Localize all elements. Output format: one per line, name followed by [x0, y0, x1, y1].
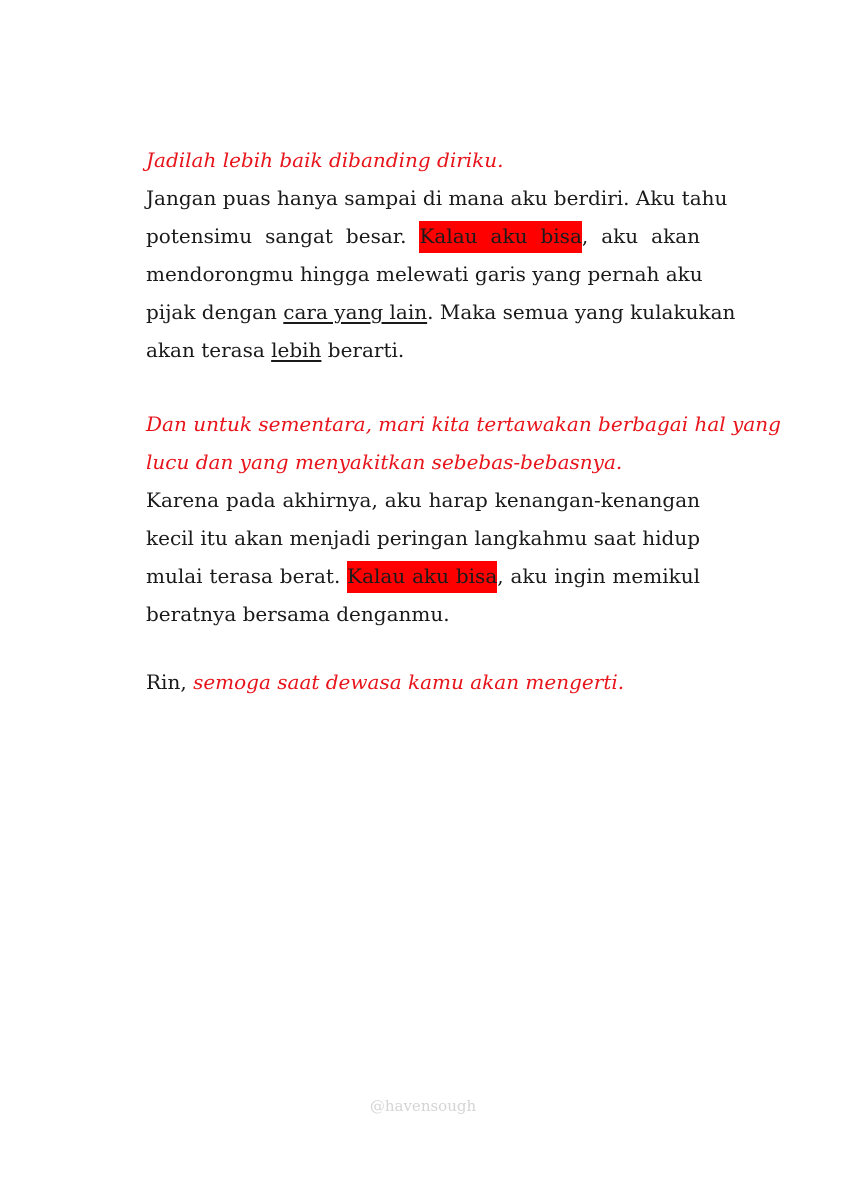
- text-segment: potensimu sangat besar.: [146, 224, 420, 248]
- text-segment: . Maka semua yang kulakukan: [427, 300, 736, 324]
- closing-name: Rin,: [146, 670, 194, 694]
- text-segment: pijak dengan: [146, 300, 284, 324]
- section1-line-5: [146, 331, 700, 369]
- closing-line: [146, 663, 700, 701]
- section2-line-2: kecil itu akan menjadi peringan langkahmu saat hidup: [146, 526, 700, 550]
- section2-heading-line-2: lucu dan yang menyakitkan sebebas-bebasnya.: [146, 450, 623, 474]
- section1-line-1: Jangan puas hanya sampai di mana aku berdiri. Aku tahu: [146, 186, 728, 210]
- watermark: @havensough: [369, 1097, 477, 1115]
- section1-line-4: [146, 293, 736, 331]
- section2-line-4: beratnya bersama denganmu.: [146, 602, 450, 626]
- text-segment: mulai terasa berat.: [146, 564, 348, 588]
- section2-line-1: Karena pada akhirnya, aku harap kenangan-kenangan: [146, 488, 700, 512]
- underlined-phrase: cara yang lain: [283, 300, 428, 324]
- text-segment: , aku ingin memikul: [497, 564, 700, 588]
- section2-line-3: [146, 557, 700, 595]
- highlighted-phrase: Kalau aku bisa: [347, 561, 497, 593]
- paragraph-gap: [146, 633, 700, 663]
- section1-heading: Jadilah lebih baik dibanding diriku.: [146, 148, 504, 172]
- text-segment: akan terasa: [146, 338, 272, 362]
- closing-text: semoga saat dewasa kamu akan mengerti.: [193, 670, 625, 694]
- section2-heading-line-1: Dan untuk sementara, mari kita tertawakan berbagai hal yang: [146, 412, 781, 436]
- section1-line-3: mendorongmu hingga melewati garis yang pernah aku: [146, 262, 703, 286]
- letter-body: [146, 141, 781, 701]
- section1-line-2: [146, 217, 700, 255]
- underlined-word: lebih: [271, 338, 322, 362]
- highlighted-phrase: Kalau aku bisa: [419, 221, 581, 253]
- text-segment: , aku akan: [581, 224, 701, 248]
- text-segment: berarti.: [321, 338, 405, 362]
- paragraph-gap: [146, 369, 700, 405]
